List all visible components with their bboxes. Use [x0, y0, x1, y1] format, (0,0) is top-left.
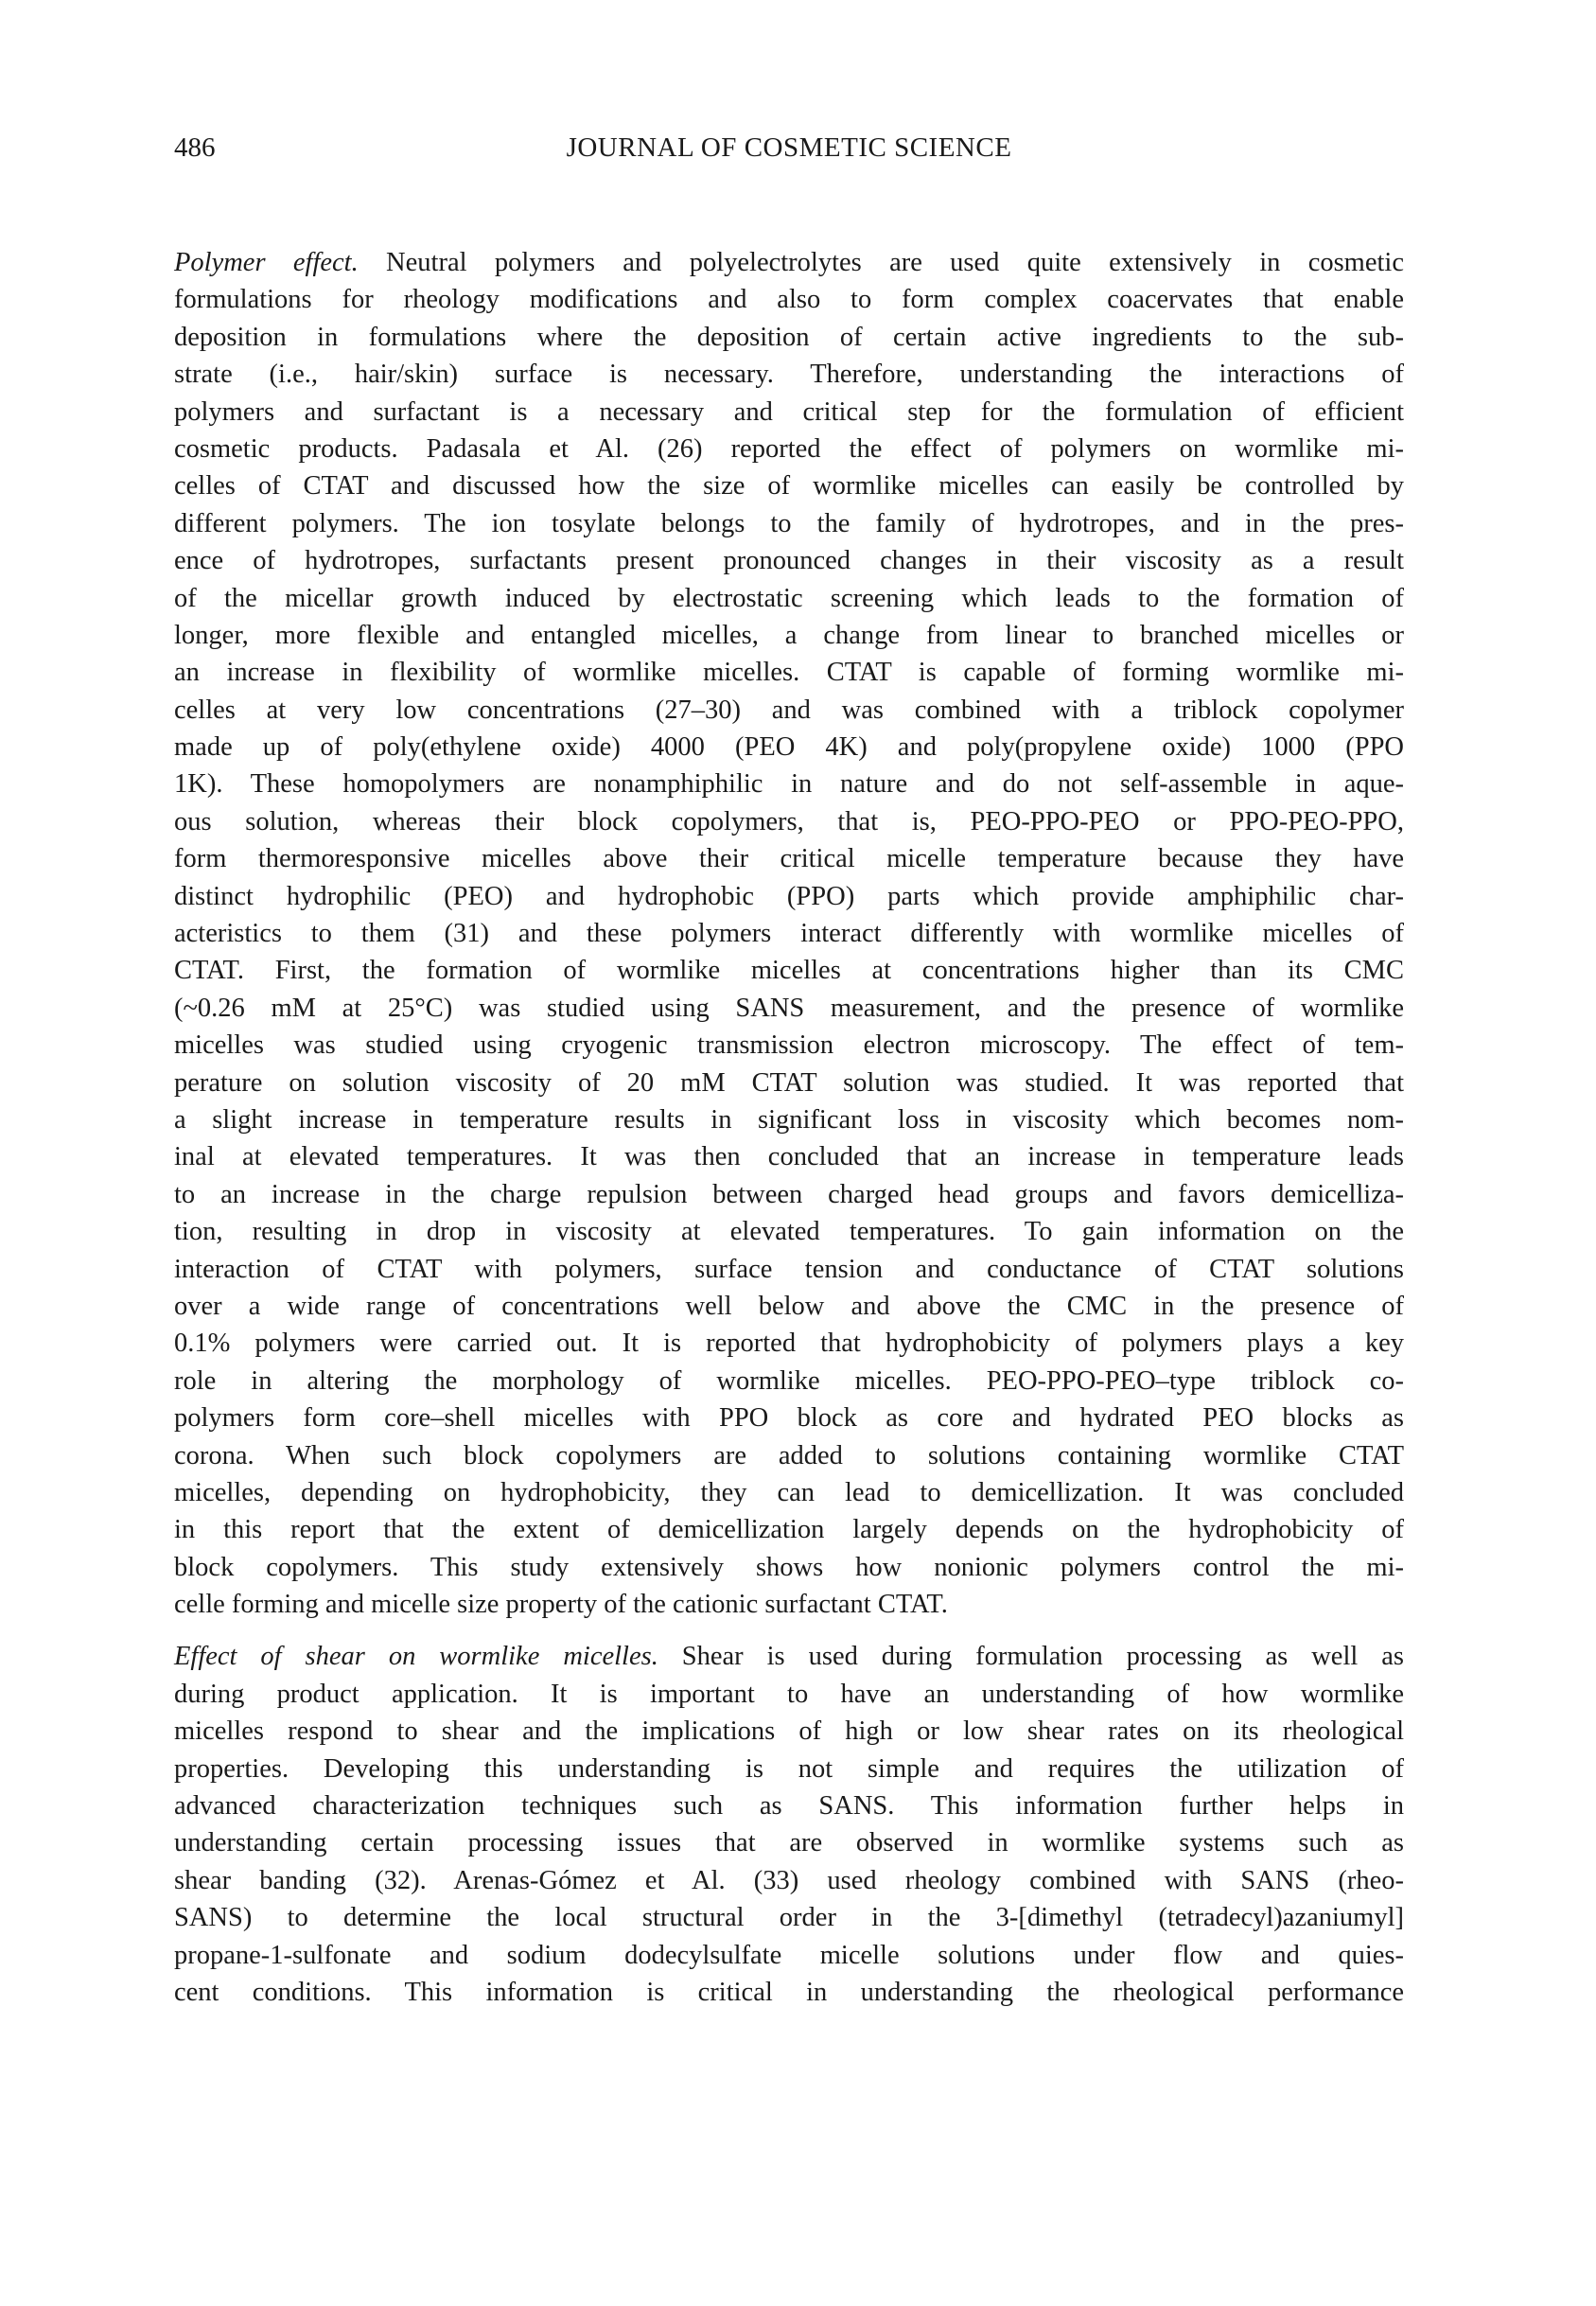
line-text: advanced characterization techniques such as SANS. This information further helps in [174, 1791, 1404, 1822]
text-line [174, 1676, 1404, 1713]
text-line [174, 1138, 1404, 1175]
line-text: Neutral polymers and polyelectrolytes are used quite extensively in cosmetic [358, 248, 1404, 277]
text-line [174, 244, 1404, 281]
line-text: strate (i.e., hair/skin) surface is necessary. Therefore, understanding the interactions of [174, 360, 1404, 390]
text-line [174, 1176, 1404, 1213]
text-line [174, 1862, 1404, 1899]
line-text: distinct hydrophilic (PEO) and hydrophobic (PPO) parts which provide amphiphilic char- [174, 881, 1404, 911]
line-text: CTAT. First, the formation of wormlike micelles at concentrations higher than its CMC [174, 956, 1404, 986]
line-text: different polymers. The ion tosylate belongs to the family of hydrotropes, and in the pres- [174, 508, 1404, 538]
line-text: ence of hydrotropes, surfactants present pronounced changes in their viscosity as a result [174, 546, 1404, 576]
text-line [174, 319, 1404, 356]
text-line [174, 1027, 1404, 1064]
text-line [174, 1787, 1404, 1824]
text-line [174, 356, 1404, 393]
paragraph [174, 1638, 1404, 2011]
text-line [174, 878, 1404, 915]
line-text: deposition in formulations where the deposition of certain active ingredients to the sub- [174, 322, 1404, 352]
text-line [174, 431, 1404, 467]
text-line [174, 1586, 1404, 1623]
line-text: during product application. It is important to have an understanding of how wormlike [174, 1679, 1404, 1709]
journal-title: JOURNAL OF COSMETIC SCIENCE [566, 132, 1012, 163]
text-line [174, 803, 1404, 840]
article-body [174, 244, 1404, 2026]
line-text: role in altering the morphology of wormlike micelles. PEO-PPO-PEO–type triblock co- [174, 1365, 1404, 1396]
text-line [174, 990, 1404, 1027]
line-text: SANS) to determine the local structural order in the 3-[dimethyl (tetradecyl)azaniumyl] [174, 1903, 1404, 1933]
line-text: tion, resulting in drop in viscosity at elevated temperatures. To gain information on the [174, 1217, 1404, 1247]
text-line [174, 1751, 1404, 1787]
line-text: formulations for rheology modifications and also to form complex coacervates that enable [174, 285, 1404, 315]
paragraph-lead-heading: Effect of shear on wormlike micelles. [174, 1642, 658, 1672]
line-text: polymers form core–shell micelles with PPO block as core and hydrated PEO blocks as [174, 1403, 1404, 1434]
line-text: to an increase in the charge repulsion between charged head groups and favors demicelliza- [174, 1179, 1404, 1209]
line-text: acteristics to them (31) and these polymers interact differently with wormlike micelles of [174, 919, 1404, 949]
text-line [174, 1363, 1404, 1399]
line-text: cent conditions. This information is critical in understanding the rheological performance [174, 1977, 1404, 2007]
text-line [174, 467, 1404, 504]
text-line [174, 1288, 1404, 1325]
line-text: shear banding (32). Arenas-Gómez et Al. (33) used rheology combined with SANS (rheo- [174, 1865, 1404, 1895]
line-text: celles of CTAT and discussed how the size of wormlike micelles can easily be controlled by [174, 471, 1404, 502]
text-line [174, 1824, 1404, 1861]
line-text: 1K). These homopolymers are nonamphiphilic in nature and do not self-assemble in aque- [174, 769, 1404, 800]
paragraph-lead-heading: Polymer effect. [174, 248, 359, 277]
line-text: understanding certain processing issues that are observed in wormlike systems such as [174, 1828, 1404, 1858]
text-line [174, 1974, 1404, 2011]
text-line [174, 1251, 1404, 1288]
text-line [174, 1065, 1404, 1101]
text-line [174, 1549, 1404, 1586]
text-line [174, 1213, 1404, 1250]
line-text: in this report that the extent of demicellization largely depends on the hydrophobicity of [174, 1515, 1404, 1545]
text-line [174, 840, 1404, 877]
text-line [174, 617, 1404, 654]
text-line [174, 1899, 1404, 1936]
text-line [174, 394, 1404, 431]
text-line [174, 281, 1404, 318]
text-line [174, 1399, 1404, 1436]
line-text: over a wide range of concentrations well below and above the CMC in the presence of [174, 1291, 1404, 1321]
line-text: made up of poly(ethylene oxide) 4000 (PEO 4K) and poly(propylene oxide) 1000 (PPO [174, 732, 1404, 763]
text-line [174, 580, 1404, 617]
text-line [174, 1437, 1404, 1474]
text-line [174, 729, 1404, 766]
text-line [174, 692, 1404, 729]
text-line [174, 1325, 1404, 1362]
line-text: of the micellar growth induced by electrostatic screening which leads to the formation of [174, 583, 1404, 613]
line-text: micelles respond to shear and the implications of high or low shear rates on its rheological [174, 1716, 1404, 1747]
line-text: micelles, depending on hydrophobicity, they can lead to demicellization. It was concluded [174, 1477, 1404, 1507]
text-line [174, 505, 1404, 542]
line-text: interaction of CTAT with polymers, surface tension and conductance of CTAT solutions [174, 1254, 1404, 1284]
line-text: corona. When such block copolymers are added to solutions containing wormlike CTAT [174, 1440, 1404, 1470]
line-text: (~0.26 mM at 25°C) was studied using SANS measurement, and the presence of wormlike [174, 993, 1404, 1023]
line-text: a slight increase in temperature results in significant loss in viscosity which becomes nom- [174, 1104, 1404, 1135]
line-text: perature on solution viscosity of 20 mM CTAT solution was studied. It was reported that [174, 1067, 1404, 1098]
line-text: celle forming and micelle size property of the cationic surfactant CTAT. [174, 1590, 948, 1620]
text-line [174, 1101, 1404, 1138]
line-text: Shear is used during formulation processing as well as [658, 1642, 1404, 1672]
line-text: form thermoresponsive micelles above their critical micelle temperature because they have [174, 844, 1404, 874]
text-line [174, 952, 1404, 989]
text-line [174, 1511, 1404, 1548]
running-header [174, 131, 1404, 165]
line-text: properties. Developing this understanding is not simple and requires the utilization of [174, 1753, 1404, 1784]
line-text: ous solution, whereas their block copolymers, that is, PEO-PPO-PEO or PPO-PEO-PPO, [174, 806, 1404, 836]
line-text: inal at elevated temperatures. It was then concluded that an increase in temperature leads [174, 1142, 1404, 1172]
line-text: block copolymers. This study extensively shows how nonionic polymers control the mi- [174, 1552, 1404, 1582]
line-text: an increase in flexibility of wormlike micelles. CTAT is capable of forming wormlike mi- [174, 658, 1404, 688]
text-line [174, 915, 1404, 952]
text-line [174, 766, 1404, 802]
line-text: micelles was studied using cryogenic transmission electron microscopy. The effect of tem- [174, 1030, 1404, 1061]
line-text: 0.1% polymers were carried out. It is reported that hydrophobicity of polymers plays a key [174, 1329, 1404, 1359]
text-line [174, 1937, 1404, 1974]
text-line [174, 1474, 1404, 1511]
text-line [174, 1713, 1404, 1750]
line-text: celles at very low concentrations (27–30) and was combined with a triblock copolymer [174, 695, 1404, 725]
text-line [174, 542, 1404, 579]
text-line [174, 1638, 1404, 1675]
line-text: propane-1-sulfonate and sodium dodecylsulfate micelle solutions under flow and quies- [174, 1940, 1404, 1970]
page-number: 486 [174, 132, 216, 163]
paragraph [174, 244, 1404, 1623]
line-text: longer, more flexible and entangled micelles, a change from linear to branched micelles or [174, 620, 1404, 650]
line-text: polymers and surfactant is a necessary and critical step for the formulation of efficient [174, 396, 1404, 427]
text-line [174, 654, 1404, 691]
line-text: cosmetic products. Padasala et Al. (26) reported the effect of polymers on wormlike mi- [174, 433, 1404, 464]
